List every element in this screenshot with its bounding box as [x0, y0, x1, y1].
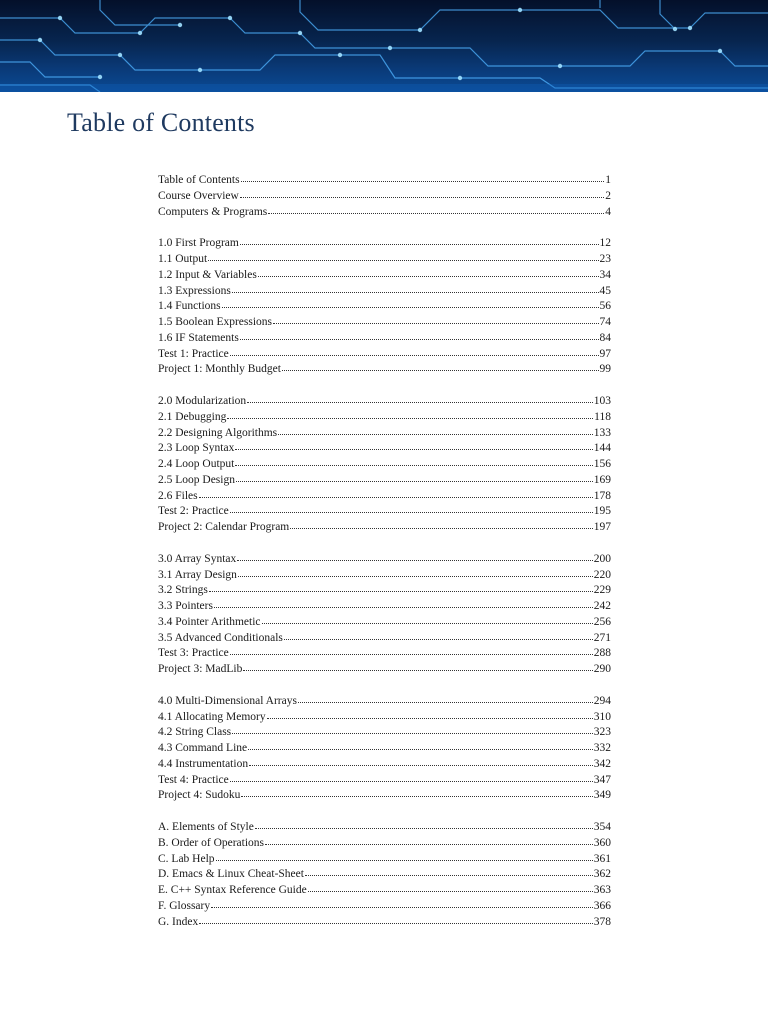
dot-leader: [235, 454, 592, 466]
toc-entry[interactable]: [158, 439, 611, 455]
dot-leader: [305, 864, 593, 876]
toc-entry[interactable]: [158, 597, 611, 613]
toc-entry-page: 103: [593, 395, 611, 407]
dot-leader: [199, 486, 593, 498]
toc-entry-page: 349: [593, 789, 611, 802]
toc-entry[interactable]: [158, 234, 611, 250]
toc-entry[interactable]: [158, 250, 611, 266]
circuit-banner: [0, 0, 768, 92]
toc-entry-label: 2.2 Designing Algorithms: [158, 426, 278, 439]
toc-entry[interactable]: [158, 771, 611, 787]
toc-entry-page: 332: [593, 742, 611, 754]
toc-entry[interactable]: [158, 345, 611, 361]
toc-entry[interactable]: [158, 913, 611, 929]
toc-entry-page: 23: [599, 253, 611, 265]
dot-leader: [230, 770, 593, 782]
toc-group: [158, 818, 611, 928]
toc-entry-page: 1: [605, 174, 611, 186]
toc-entry[interactable]: [158, 818, 611, 834]
toc-entry-page: 242: [593, 600, 611, 612]
dot-leader: [248, 738, 593, 750]
toc-entry[interactable]: [158, 471, 611, 487]
toc-entry-label: G. Index: [158, 915, 199, 928]
toc-entry-page: 220: [593, 568, 611, 581]
toc-entry-page: 200: [593, 552, 611, 565]
toc-entry[interactable]: [158, 850, 611, 866]
toc-entry-label: Test 2: Practice: [158, 505, 229, 518]
toc-entry[interactable]: [158, 313, 611, 329]
toc-group: [158, 392, 611, 534]
toc-entry[interactable]: [158, 755, 611, 771]
toc-entry-label: Course Overview: [158, 189, 239, 202]
dot-leader: [238, 565, 593, 577]
toc-entry-page: 99: [599, 363, 611, 376]
toc-entry-page: 197: [593, 521, 611, 533]
toc-entry[interactable]: [158, 392, 611, 408]
dot-leader: [232, 722, 593, 734]
toc-entry[interactable]: [158, 502, 611, 518]
toc-entry[interactable]: [158, 629, 611, 645]
dot-leader: [222, 296, 599, 308]
toc-entry-label: 2.0 Modularization: [158, 395, 247, 407]
toc-entry-label: 1.5 Boolean Expressions: [158, 316, 273, 328]
dot-leader: [214, 596, 593, 608]
dot-leader: [216, 849, 593, 861]
toc-entry-page: 34: [599, 268, 611, 281]
toc-entry-page: 56: [599, 300, 611, 313]
toc-entry-page: 362: [593, 868, 611, 881]
toc-entry-page: 290: [593, 663, 611, 675]
toc-entry[interactable]: [158, 644, 611, 660]
toc-entry[interactable]: [158, 834, 611, 850]
toc-entry-label: 3.4 Pointer Arithmetic: [158, 615, 261, 628]
dot-leader: [241, 785, 592, 797]
toc-entry-page: 156: [593, 458, 611, 470]
toc-group: [158, 692, 611, 802]
dot-leader: [255, 817, 593, 829]
toc-entry[interactable]: [158, 723, 611, 739]
toc-entry[interactable]: [158, 518, 611, 534]
toc-entry-label: C. Lab Help: [158, 852, 215, 865]
toc-entry-page: 74: [599, 316, 611, 328]
toc-entry[interactable]: [158, 692, 611, 708]
toc-entry-label: 1.0 First Program: [158, 237, 239, 250]
toc-entry[interactable]: [158, 708, 611, 724]
toc-entry-page: 378: [593, 915, 611, 928]
toc-entry[interactable]: [158, 282, 611, 298]
toc-entry-label: B. Order of Operations: [158, 836, 265, 849]
toc-entry[interactable]: [158, 897, 611, 913]
toc-entry-label: D. Emacs & Linux Cheat-Sheet: [158, 868, 304, 881]
toc-entry-label: 1.3 Expressions: [158, 284, 231, 297]
dot-leader: [235, 438, 592, 450]
toc-entry-page: 363: [593, 884, 611, 896]
toc-entry-label: 1.2 Input & Variables: [158, 268, 257, 281]
toc-entry[interactable]: [158, 881, 611, 897]
dot-leader: [211, 896, 593, 908]
toc-entry-label: 4.0 Multi-Dimensional Arrays: [158, 694, 297, 707]
dot-leader: [240, 186, 604, 198]
toc-entry-label: A. Elements of Style: [158, 821, 254, 833]
toc-entry-page: 360: [593, 836, 611, 849]
toc-entry-label: Computers & Programs: [158, 205, 268, 218]
dot-leader: [230, 643, 593, 655]
dot-leader: [236, 470, 593, 482]
toc-entry-label: 2.6 Files: [158, 489, 198, 502]
table-of-contents: [158, 171, 611, 944]
toc-entry-label: Project 1: Monthly Budget: [158, 363, 281, 376]
circuit-board-icon: [0, 0, 768, 92]
toc-entry[interactable]: [158, 455, 611, 471]
toc-entry-label: 3.5 Advanced Conditionals: [158, 631, 283, 644]
toc-entry[interactable]: [158, 566, 611, 582]
toc-entry-label: Table of Contents: [158, 174, 240, 186]
dot-leader: [232, 281, 599, 293]
toc-entry-label: Project 3: MadLib: [158, 663, 243, 675]
dot-leader: [247, 391, 593, 403]
toc-entry-page: 347: [593, 773, 611, 786]
toc-entry-page: 12: [599, 237, 611, 250]
toc-entry-label: 1.1 Output: [158, 253, 208, 265]
toc-entry[interactable]: [158, 171, 611, 187]
toc-entry-page: 2: [605, 189, 611, 202]
toc-entry-label: 4.1 Allocating Memory: [158, 710, 266, 723]
toc-entry-label: Project 2: Calendar Program: [158, 521, 290, 533]
dot-leader: [209, 580, 593, 592]
toc-entry-page: 169: [593, 473, 611, 486]
toc-entry-label: 3.2 Strings: [158, 584, 208, 597]
toc-entry[interactable]: [158, 297, 611, 313]
toc-entry[interactable]: [158, 865, 611, 881]
page-title: Table of Contents: [67, 108, 255, 137]
dot-leader: [208, 249, 598, 261]
dot-leader: [230, 501, 593, 513]
toc-entry-page: 133: [593, 426, 611, 439]
dot-leader: [199, 912, 593, 924]
dot-leader: [282, 359, 599, 371]
toc-entry[interactable]: [158, 739, 611, 755]
toc-entry-label: Test 4: Practice: [158, 773, 229, 786]
dot-leader: [258, 265, 599, 277]
toc-entry-page: 354: [593, 821, 611, 833]
toc-entry-page: 84: [599, 331, 611, 344]
toc-entry-page: 195: [593, 505, 611, 518]
toc-entry-page: 323: [593, 726, 611, 739]
toc-entry-page: 229: [593, 584, 611, 597]
toc-entry-label: 2.1 Debugging: [158, 410, 227, 423]
toc-entry-page: 310: [593, 710, 611, 723]
toc-group: [158, 171, 611, 218]
toc-entry-page: 294: [593, 694, 611, 707]
toc-entry-label: Project 4: Sudoku: [158, 789, 241, 802]
toc-entry-label: 4.2 String Class: [158, 726, 232, 739]
toc-entry-label: 3.0 Array Syntax: [158, 552, 237, 565]
toc-entry-page: 361: [593, 852, 611, 865]
toc-entry[interactable]: [158, 360, 611, 376]
toc-entry-label: 3.1 Array Design: [158, 568, 237, 581]
toc-entry[interactable]: [158, 786, 611, 802]
toc-entry-page: 271: [593, 631, 611, 644]
dot-leader: [243, 659, 592, 671]
toc-group: [158, 550, 611, 676]
dot-leader: [308, 880, 593, 892]
toc-entry[interactable]: [158, 408, 611, 424]
toc-entry[interactable]: [158, 329, 611, 345]
toc-entry-label: 3.3 Pointers: [158, 600, 213, 612]
toc-entry-page: 256: [593, 615, 611, 628]
toc-entry[interactable]: [158, 424, 611, 440]
dot-leader: [298, 691, 593, 703]
toc-entry-page: 342: [593, 757, 611, 770]
toc-entry-label: 2.5 Loop Design: [158, 473, 235, 486]
toc-entry[interactable]: [158, 187, 611, 203]
toc-entry-page: 4: [605, 205, 611, 218]
toc-entry-label: 1.6 IF Statements: [158, 331, 239, 344]
toc-entry-page: 178: [593, 489, 611, 502]
dot-leader: [237, 549, 592, 561]
toc-entry[interactable]: [158, 266, 611, 282]
toc-entry-label: 4.4 Instrumentation: [158, 757, 249, 770]
toc-entry-label: Test 3: Practice: [158, 647, 229, 660]
toc-entry-page: 45: [599, 284, 611, 297]
dot-leader: [262, 612, 593, 624]
toc-entry-label: 4.3 Command Line: [158, 742, 248, 754]
dot-leader: [241, 170, 605, 182]
dot-leader: [240, 233, 599, 245]
dot-leader: [227, 407, 593, 419]
toc-entry-label: 2.3 Loop Syntax: [158, 442, 235, 455]
toc-entry-page: 118: [594, 410, 611, 423]
toc-entry[interactable]: [158, 550, 611, 566]
toc-entry-page: 144: [593, 442, 611, 455]
toc-entry-page: 288: [593, 647, 611, 660]
dot-leader: [230, 344, 599, 356]
dot-leader: [278, 423, 593, 435]
toc-entry-label: F. Glossary: [158, 899, 211, 912]
dot-leader: [268, 202, 604, 214]
toc-entry[interactable]: [158, 581, 611, 597]
toc-entry[interactable]: [158, 660, 611, 676]
dot-leader: [290, 517, 592, 529]
dot-leader: [267, 707, 593, 719]
dot-leader: [265, 833, 593, 845]
dot-leader: [240, 328, 599, 340]
toc-entry[interactable]: [158, 203, 611, 219]
toc-entry-label: E. C++ Syntax Reference Guide: [158, 884, 307, 896]
toc-group: [158, 234, 611, 376]
toc-entry-label: 2.4 Loop Output: [158, 458, 235, 470]
toc-entry[interactable]: [158, 613, 611, 629]
toc-entry-label: Test 1: Practice: [158, 347, 229, 360]
dot-leader: [284, 628, 593, 640]
toc-entry-page: 366: [593, 899, 611, 912]
dot-leader: [249, 754, 593, 766]
toc-entry[interactable]: [158, 487, 611, 503]
dot-leader: [273, 312, 598, 324]
toc-entry-label: 1.4 Functions: [158, 300, 221, 313]
toc-entry-page: 97: [599, 347, 611, 360]
